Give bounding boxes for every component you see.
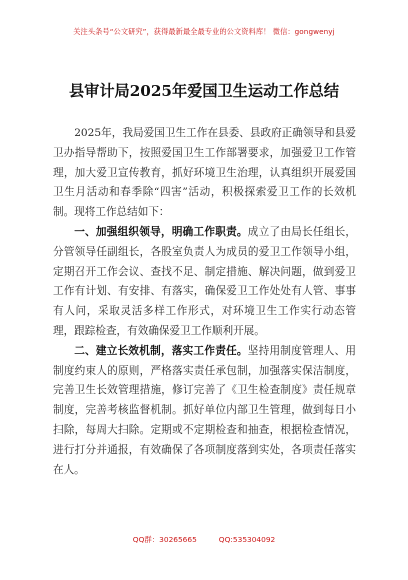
- footer-qq: QQ:535304092: [218, 535, 276, 544]
- paragraph-intro: [53, 124, 356, 223]
- footer-contact: [0, 534, 408, 545]
- paragraph-section-2: [53, 342, 356, 481]
- paragraph-text: 坚持用制度管理人、用制度约束人的原则，严格落实责任承包制，加强落实保洁制度，完善卫生长效管理措施，修订完善了《卫生检查制度》责任规章制度，完善考核监督机制。抓好单位内部卫生管理，做到每日小扫除，每周大扫除。定期或不定期检查和抽查，根据检查情况，进行打分并通报，有效确保了各项制度落到实处，各项责任落实在人。: [53, 344, 357, 476]
- paragraph-text: 成立了由局长任组长，分管领导任副组长，各股室负责人为成员的爱卫工作领导小组，定期召开工作会议、查找不足、制定措施、解决问题，做到爱卫工作有计划、有安排、有落实，确保爱卫工作处处有人管、事事有人问，采取灵活多样工作形式，对环境卫生工作实行动态管理，跟踪检查，有效确保爱卫工作顺利开展。: [53, 225, 357, 337]
- section-heading-2: 二、建立长效机制，落实工作责任。: [74, 344, 248, 357]
- paragraph-text: 2025年，我局爱国卫生工作在县委、县政府正确领导和县爱卫办指导帮助下，按照爱国卫生工作部署要求，加强爱卫工作管理，加大爱卫宣传教育，抓好环境卫生治理，认真组织开展爱国卫生月活动和春季除“四害”活动，积极探索爱卫工作的长效机制。现将工作总结如下：: [53, 127, 356, 219]
- paragraph-section-1: [53, 223, 356, 342]
- footer-qq-group: QQ群：30265665: [132, 535, 197, 544]
- header-promo-note: 关注头条号“公文研究”，获得最新最全最专业的公文资料库！ 微信：gongwenyj: [73, 27, 335, 36]
- document-body: [53, 124, 356, 480]
- document-title: 县审计局2025年爱国卫生运动工作总结: [68, 82, 340, 100]
- section-heading-1: 一、加强组织领导，明确工作职责。: [74, 225, 248, 238]
